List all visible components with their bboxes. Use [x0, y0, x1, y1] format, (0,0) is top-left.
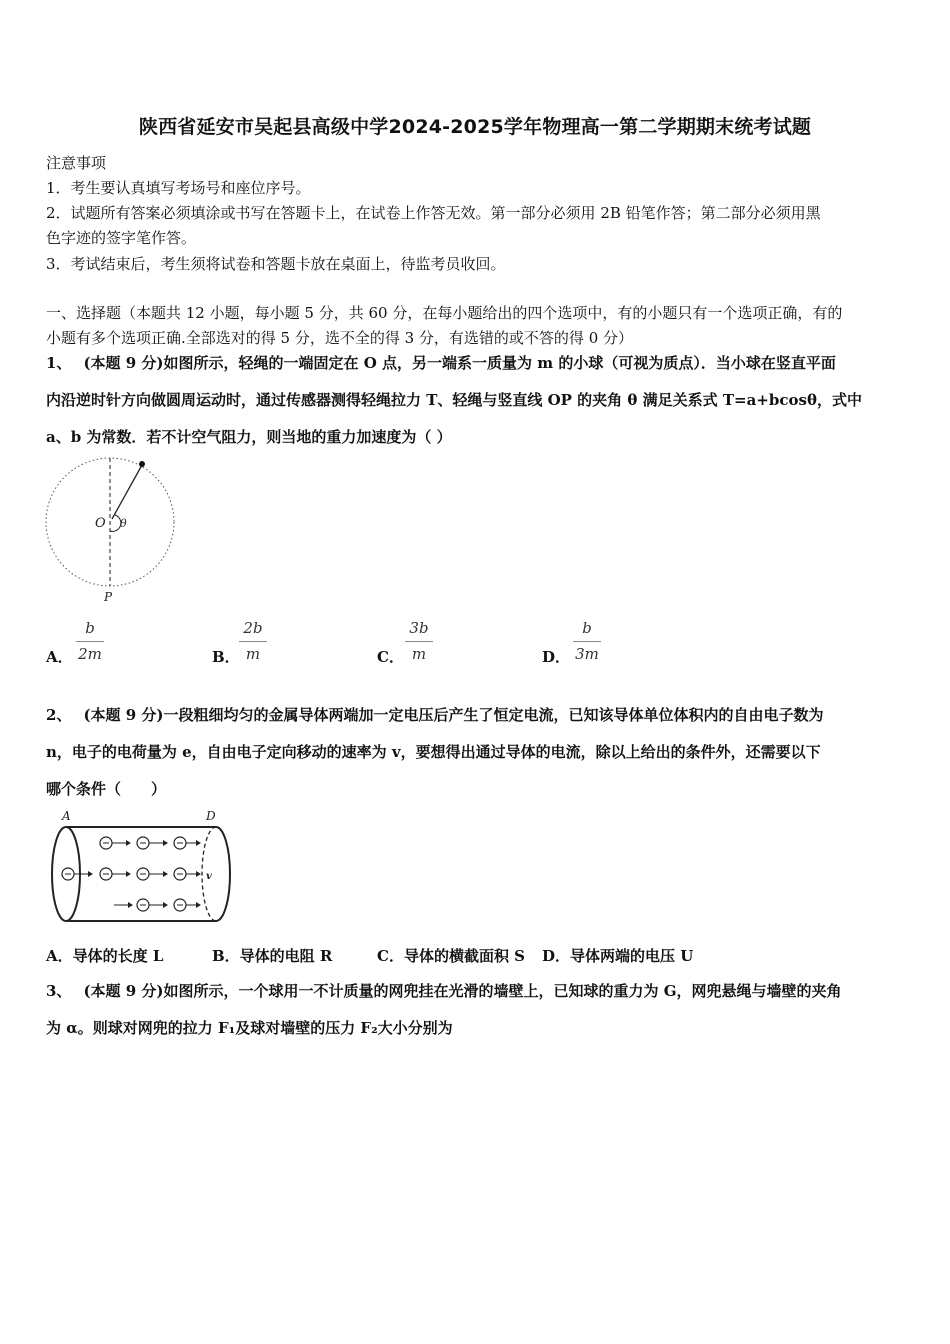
electron-row-2 [62, 868, 201, 880]
ball-icon [139, 461, 145, 467]
label-v: v [206, 871, 212, 882]
q1-line2: 内沿逆时针方向做圆周运动时，通过传感器测得轻绳拉力 T、轻绳与竖直线 OP 的夹角 θ 满足关系式 T=a+bcosθ，式中 [46, 391, 862, 409]
electron-group [62, 837, 201, 911]
q2-option-b: B．导体的电阻 R [212, 947, 333, 965]
notice-item-1: 1．考生要认真填写考场号和座位序号。 [46, 179, 311, 197]
label-d: D [206, 809, 216, 823]
rope-line [112, 465, 142, 519]
q1-line1 [46, 352, 906, 373]
q1-option-c-letter: C． [377, 648, 404, 666]
q1-option-c-fraction [399, 619, 439, 663]
q3-line1 [46, 980, 906, 1001]
label-o: O [95, 516, 106, 531]
q1-option-b-fraction [233, 619, 273, 663]
q1-option-d-letter: D． [542, 648, 571, 666]
section-heading-line2: 小题有多个选项正确.全部选对的得 5 分，选不全的得 3 分，有选错的或不答的得 0 分） [46, 329, 634, 347]
page-title: 陕西省延安市吴起县高级中学2024-2025学年物理高一第二学期期末统考试题 [138, 116, 812, 138]
notice-item-2: 2．试题所有答案必须填涂或书写在答题卡上，在试卷上作答无效。第一部分必须用 2B 铅笔作答；第二部分必须用黑 [46, 204, 821, 222]
fraction-numerator: b [85, 619, 95, 637]
electron-row-1 [100, 837, 201, 849]
q2-score: (本题 9 分) [83, 706, 164, 724]
q1-option-d-fraction [567, 619, 607, 663]
fraction-denominator: m [245, 645, 261, 663]
q1-option-b-letter: B． [212, 648, 240, 666]
q2-line2: n，电子的电荷量为 e，自由电子定向移动的速率为 v，要想得出通过导体的电流，除以上给出的条件外，还需要以下 [46, 743, 821, 761]
notice-item-2-cont: 色字迹的签字笔作答。 [46, 229, 197, 247]
q2-number: 2、 [46, 706, 72, 724]
fraction-denominator: m [411, 645, 427, 663]
label-p: P [104, 590, 113, 604]
q2-option-c: C．导体的横截面积 S [377, 947, 525, 965]
q3-number: 3、 [46, 982, 72, 1000]
label-theta: θ [120, 517, 127, 530]
section-heading-line1: 一、选择题（本题共 12 小题，每小题 5 分，共 60 分，在每小题给出的四个选项中，有的小题只有一个选项正确，有的 [46, 304, 843, 322]
q2-option-a: A．导体的长度 L [46, 947, 164, 965]
q2-figure-conductor [46, 806, 241, 928]
fraction-numerator: 3b [409, 619, 429, 637]
fraction-numerator: 2b [243, 619, 263, 637]
fraction-denominator: 2m [78, 645, 102, 663]
notice-item-3: 3．考试结束后，考生须将试卷和答题卡放在桌面上，待监考员收回。 [46, 255, 506, 273]
q3-line2: 为 α。则球对网兜的拉力 F₁及球对墙壁的压力 F₂大小分别为 [46, 1019, 453, 1037]
q1-score: (本题 9 分) [83, 354, 164, 372]
q2-line1 [46, 704, 906, 725]
q2-text-1: 一段粗细均匀的金属导体两端加一定电压后产生了恒定电流，已知该导体单位体积内的自由电子数为 [163, 706, 824, 724]
q2-option-d: D．导体两端的电压 U [542, 947, 694, 965]
q1-text-1: 如图所示，轻绳的一端固定在 O 点，另一端系一质量为 m 的小球（可视为质点）．当小球在竖直平面 [163, 354, 836, 372]
label-a: A [62, 809, 71, 823]
notice-heading: 注意事项 [46, 154, 107, 172]
q1-figure-circle [40, 455, 185, 605]
q1-number: 1、 [46, 354, 72, 372]
q1-option-a-letter: A． [46, 648, 73, 666]
q3-text-1: 如图所示，一个球用一不计质量的网兜挂在光滑的墙壁上，已知球的重力为 G，网兜悬绳与墙壁的夹角 [163, 982, 842, 1000]
fraction-numerator: b [582, 619, 592, 637]
electron-row-3 [114, 899, 201, 911]
q1-line3: a、b 为常数．若不计空气阻力，则当地的重力加速度为（ ） [46, 428, 452, 446]
cylinder-right-end-front [216, 827, 230, 921]
fraction-denominator: 3m [575, 645, 599, 663]
q1-option-a-fraction [70, 619, 110, 663]
q2-line3: 哪个条件（ ） [46, 780, 167, 798]
q3-score: (本题 9 分) [83, 982, 164, 1000]
